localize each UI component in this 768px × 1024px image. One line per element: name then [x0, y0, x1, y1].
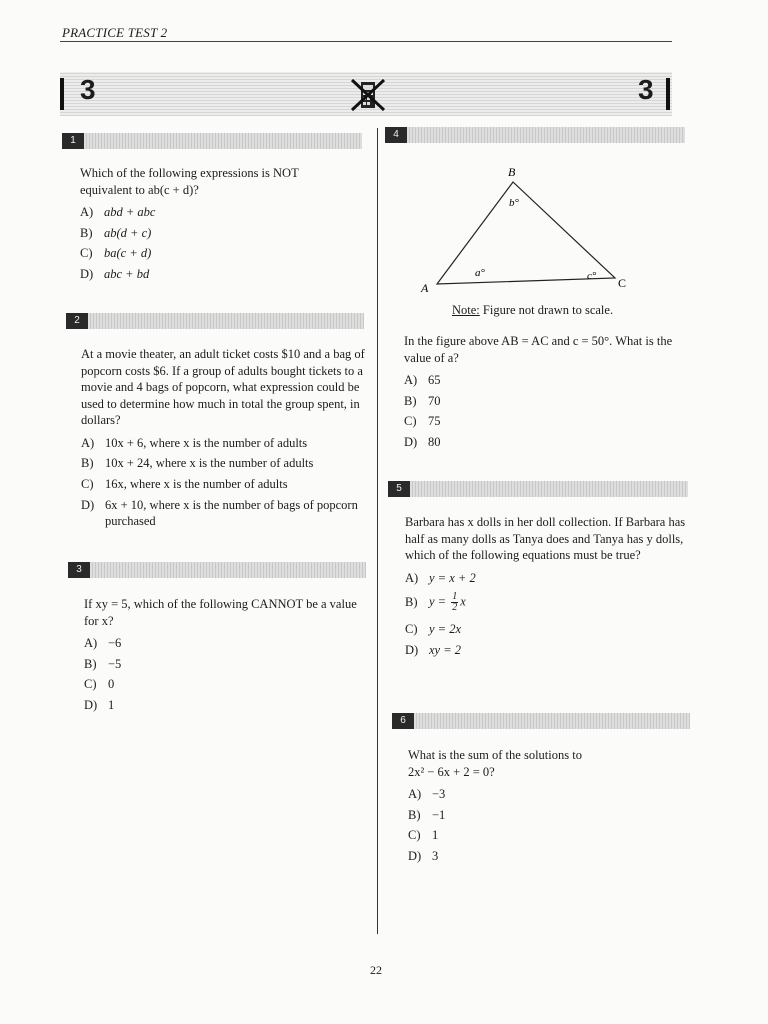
choice-b[interactable]: B) 70	[404, 393, 441, 408]
answer-choices	[84, 635, 368, 714]
no-calculator-icon	[350, 78, 386, 112]
choice-c[interactable]: C) 1	[408, 828, 439, 843]
angle-b-label: b°	[509, 197, 519, 209]
triangle-figure	[415, 160, 635, 295]
choice-d[interactable]: D) xy = 2	[405, 642, 462, 657]
choice-b[interactable]: B) −5	[84, 656, 122, 671]
vertex-c-label: C	[618, 276, 627, 290]
choice-d[interactable]: D) abc + bd	[80, 267, 150, 282]
choice-b[interactable]: B) −1	[408, 807, 446, 822]
question-number: 3	[68, 562, 90, 578]
header-rule	[60, 41, 672, 42]
choice-a[interactable]: A) 10x + 6, where x is the number of adults	[81, 435, 308, 450]
section-bar-right	[666, 78, 670, 110]
answer-choices	[408, 786, 688, 865]
question-1-bar	[62, 133, 362, 149]
choice-a[interactable]: A) −6	[84, 636, 122, 650]
choice-c[interactable]: C) ba(c + d)	[80, 246, 152, 261]
question-1	[80, 165, 370, 287]
question-number: 6	[392, 713, 414, 729]
question-5-bar	[388, 481, 688, 497]
answer-choices	[404, 372, 686, 451]
choice-b[interactable]: B) 10x + 24, where x is the number of adults	[81, 456, 314, 471]
choice-d[interactable]: D) 80	[404, 435, 441, 450]
question-stem: What is the sum of the solutions to 2x² − 6x + 2 = 0?	[408, 748, 582, 779]
figure-note: Note: Figure not drawn to scale.	[452, 303, 614, 317]
choice-c[interactable]: C) y = 2x	[405, 622, 462, 636]
section-number-left: 3	[80, 74, 96, 105]
question-stem: In the figure above AB = AC and c = 50°. What is the value of a?	[404, 334, 673, 365]
question-2-bar	[66, 313, 364, 329]
choice-a[interactable]: A) abd + abc	[80, 205, 156, 219]
vertex-a-label: A	[421, 281, 429, 295]
page-number: 22	[370, 963, 382, 977]
question-3	[84, 596, 368, 718]
question-6-bar	[392, 713, 690, 729]
question-3-bar	[68, 562, 366, 578]
choice-c[interactable]: C) 16x, where x is the number of adults	[81, 476, 288, 491]
angle-c-label: c°	[587, 270, 597, 282]
question-5	[405, 514, 687, 662]
question-stem: Barbara has x dolls in her doll collection. If Barbara has half as many dolls as Tanya does and Tanya has y dolls, which of the following equations must be true?	[405, 515, 686, 562]
choice-b[interactable]: B) y = $\frac{1}{2}$ x	[405, 591, 466, 613]
fraction-one-half: $\frac{1}{2}$	[452, 591, 458, 613]
choice-a[interactable]: A) 65	[404, 373, 441, 387]
question-4-bar	[385, 127, 685, 143]
choice-b[interactable]: B) ab(d + c)	[80, 225, 152, 240]
question-6	[408, 747, 688, 869]
question-number: 5	[388, 481, 410, 497]
section-number-right: 3	[638, 74, 654, 105]
choice-d[interactable]: D) 3	[408, 849, 439, 864]
choice-d[interactable]: D) 6x + 10, where x is the number of bags of popcorn purchased	[81, 497, 358, 529]
angle-a-label: a°	[475, 267, 485, 279]
question-number: 1	[62, 133, 84, 149]
question-2	[81, 346, 367, 534]
question-stem: If xy = 5, which of the following CANNOT be a value for x?	[84, 597, 357, 628]
question-4	[404, 333, 686, 455]
answer-choices	[80, 204, 370, 283]
section-bar-left	[60, 78, 64, 110]
choice-c[interactable]: C) 0	[84, 677, 115, 692]
question-number: 4	[385, 127, 407, 143]
choice-c[interactable]: C) 75	[404, 414, 441, 429]
question-stem: At a movie theater, an adult ticket costs $10 and a bag of popcorn costs $6. If a group of adults bought tickets to a movie and 4 bags of popcorn, what expression could be used to determine how much in total the group spent, in dollars?	[81, 347, 365, 427]
question-number: 2	[66, 313, 88, 329]
triangle-diagram	[415, 160, 635, 295]
choice-a[interactable]: A) −3	[408, 787, 446, 801]
answer-choices	[81, 435, 367, 530]
question-stem: Which of the following expressions is NOT equivalent to ab(c + d)?	[80, 166, 299, 197]
choice-a[interactable]: A) y = x + 2	[405, 570, 476, 585]
answer-choices	[405, 570, 687, 659]
column-divider	[377, 128, 378, 934]
page-header-title: PRACTICE TEST 2	[62, 25, 168, 40]
vertex-b-label: B	[508, 165, 516, 179]
choice-d[interactable]: D) 1	[84, 698, 115, 713]
